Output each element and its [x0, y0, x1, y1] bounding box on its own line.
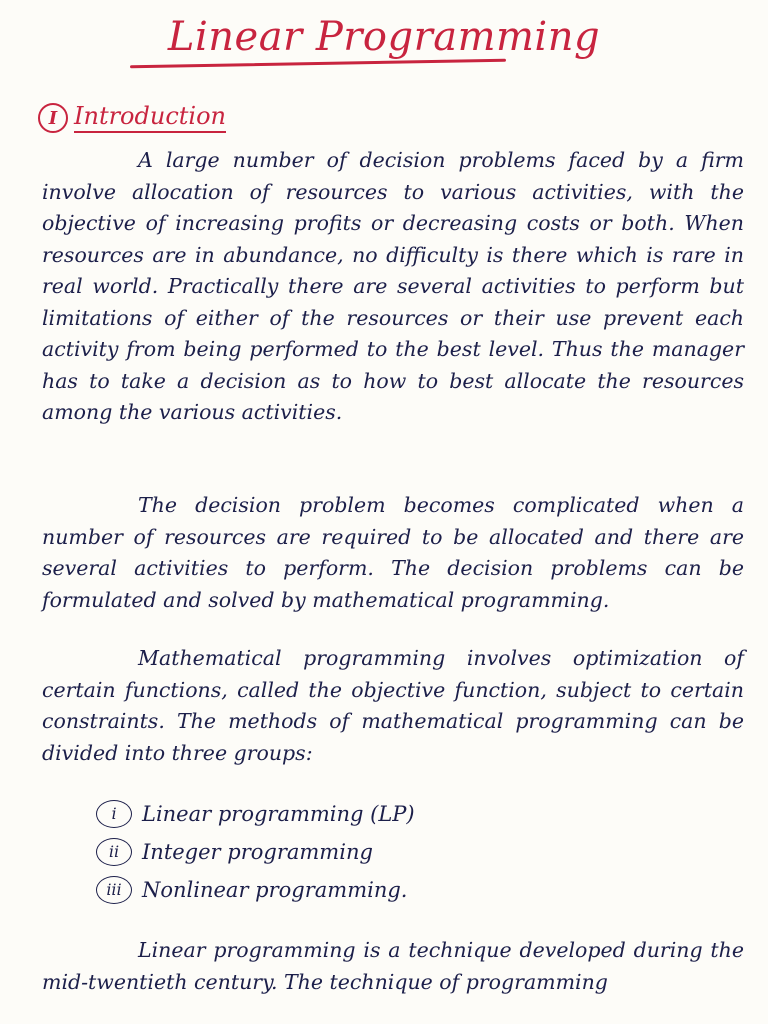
section-number: I: [38, 103, 68, 133]
list-item-text: Nonlinear programming.: [142, 878, 408, 902]
list-item-text: Integer programming: [142, 840, 373, 864]
list-item-number: iii: [96, 876, 132, 904]
paragraph-3-text: Mathematical programming involves optimization of certain functions, called the objective function, subject to certain constraints. The methods of mathematical programming can be divided into three groups:: [42, 646, 744, 765]
paragraph-4: [42, 935, 744, 998]
paragraph-4-text: Linear programming is a technique developed during the mid-twentieth century. The technique of programming: [42, 938, 744, 994]
section-title: Introduction: [74, 102, 226, 133]
page-title: Linear Programming: [167, 14, 601, 60]
list-item-number: ii: [96, 838, 132, 866]
list-item-text: Linear programming (LP): [142, 802, 415, 826]
title-underline: [130, 59, 506, 69]
paragraph-3: [42, 643, 744, 769]
paragraph-1: [42, 145, 744, 429]
list-item: [96, 795, 415, 833]
programming-groups-list: [96, 795, 415, 909]
list-item-number: i: [96, 800, 132, 828]
list-item: [96, 833, 415, 871]
paragraph-2: [42, 490, 744, 616]
paragraph-2-text: The decision problem becomes complicated when a number of resources are required to be allocated and there are several activities to perform. The decision problems can be formulated and solved by mathematical programming.: [42, 493, 744, 612]
section-heading: [38, 102, 226, 133]
list-item: [96, 871, 415, 909]
paragraph-1-text: A large number of decision problems faced by a firm involve allocation of resources to various activities, with the objective of increasing profits or decreasing costs or both. When resources are in abundance, no difficulty is there which is rare in real world. Practically there are several activities to perform but limitations of either of the resources or their use prevent each activity from being performed to the best level. Thus the manager has to take a decision as to how to best allocate the resources among the various activities.: [42, 148, 744, 424]
